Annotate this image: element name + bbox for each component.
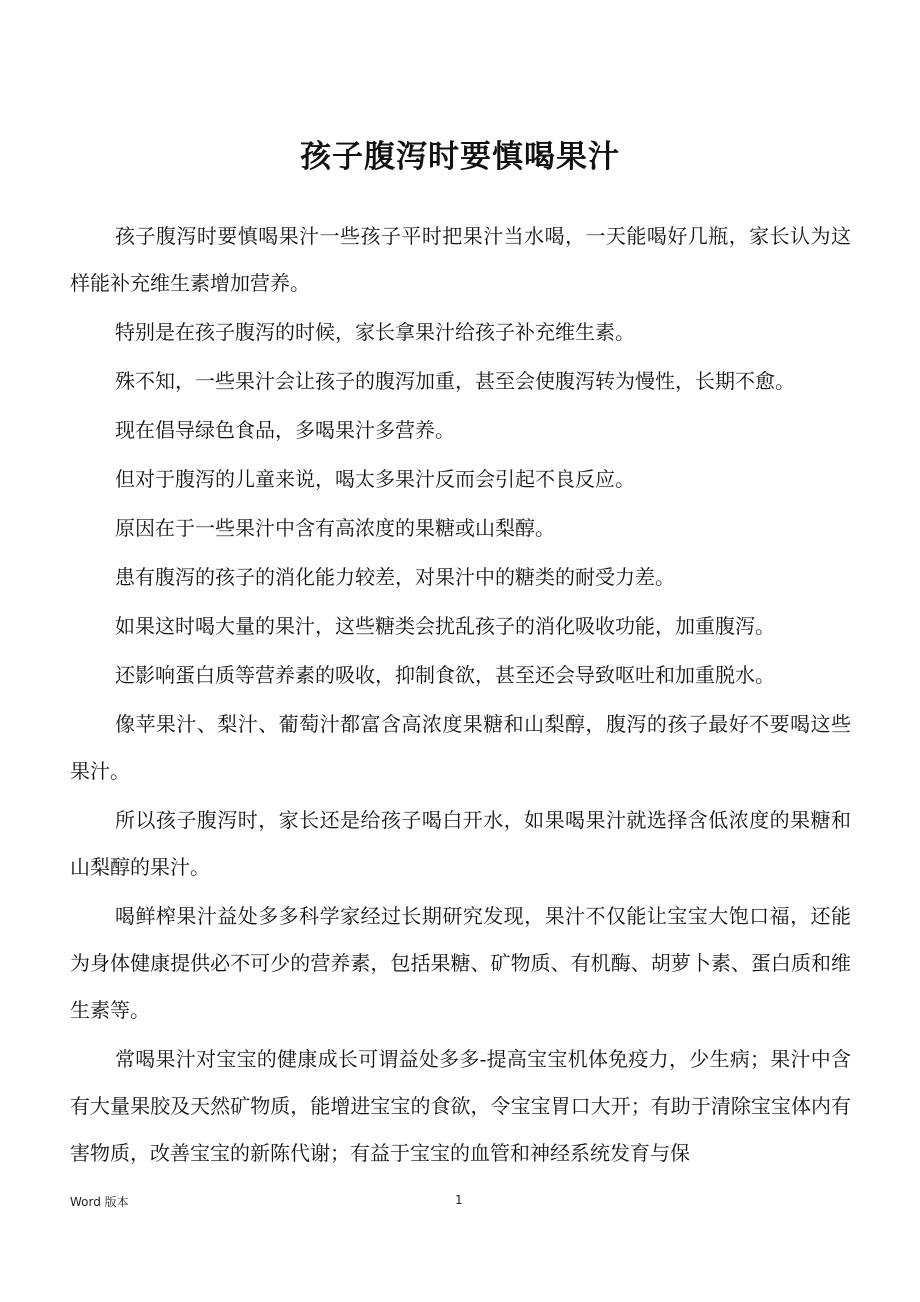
paragraph: 但对于腹泻的儿童来说，喝太多果汁反而会引起不良反应。 [115, 467, 635, 491]
paragraph: 原因在于一些果汁中含有高浓度的果糖或山梨醇。 [115, 516, 555, 540]
paragraph: 殊不知，一些果汁会让孩子的腹泻加重，甚至会使腹泻转为慢性，长期不愈。 [115, 369, 795, 393]
footer-label: Word 版本 [70, 1195, 129, 1209]
paragraph: 所以孩子腹泻时，家长还是给孩子喝白开水，如果喝果汁就选择含低浓度的果糖和山梨醇的果汁。 [70, 808, 851, 879]
document-body [70, 213, 851, 1179]
paragraph: 孩子腹泻时要慎喝果汁一些孩子平时把果汁当水喝，一天能喝好几瓶，家长认为这样能补充维生素增加营养。 [70, 224, 851, 295]
paragraph: 常喝果汁对宝宝的健康成长可谓益处多多-提高宝宝机体免疫力，少生病；果汁中含有大量果胶及天然矿物质，能增进宝宝的食欲，令宝宝胃口大开；有助于清除宝宝体内有害物质，改善宝宝的新陈代谢；有益于宝宝的血管和神经系统发育与保 [70, 1047, 851, 1165]
paragraph: 现在倡导绿色食品，多喝果汁多营养。 [115, 418, 455, 442]
page-number: 1 [455, 1193, 463, 1207]
paragraph: 还影响蛋白质等营养素的吸收，抑制食欲，甚至还会导致呕吐和加重脱水。 [115, 663, 775, 687]
paragraph: 特别是在孩子腹泻的时候，家长拿果汁给孩子补充维生素。 [115, 320, 635, 344]
paragraph: 如果这时喝大量的果汁，这些糖类会扰乱孩子的消化吸收功能，加重腹泻。 [115, 614, 775, 638]
document-title: 孩子腹泻时要慎喝果汁 [300, 139, 620, 175]
paragraph: 患有腹泻的孩子的消化能力较差，对果汁中的糖类的耐受力差。 [115, 565, 675, 589]
paragraph: 喝鲜榨果汁益处多多科学家经过长期研究发现，果汁不仅能让宝宝大饱口福，还能为身体健康提供必不可少的营养素，包括果糖、矿物质、有机酶、胡萝卜素、蛋白质和维生素等。 [70, 904, 851, 1022]
paragraph: 像苹果汁、梨汁、葡萄汁都富含高浓度果糖和山梨醇，腹泻的孩子最好不要喝这些果汁。 [70, 712, 851, 783]
